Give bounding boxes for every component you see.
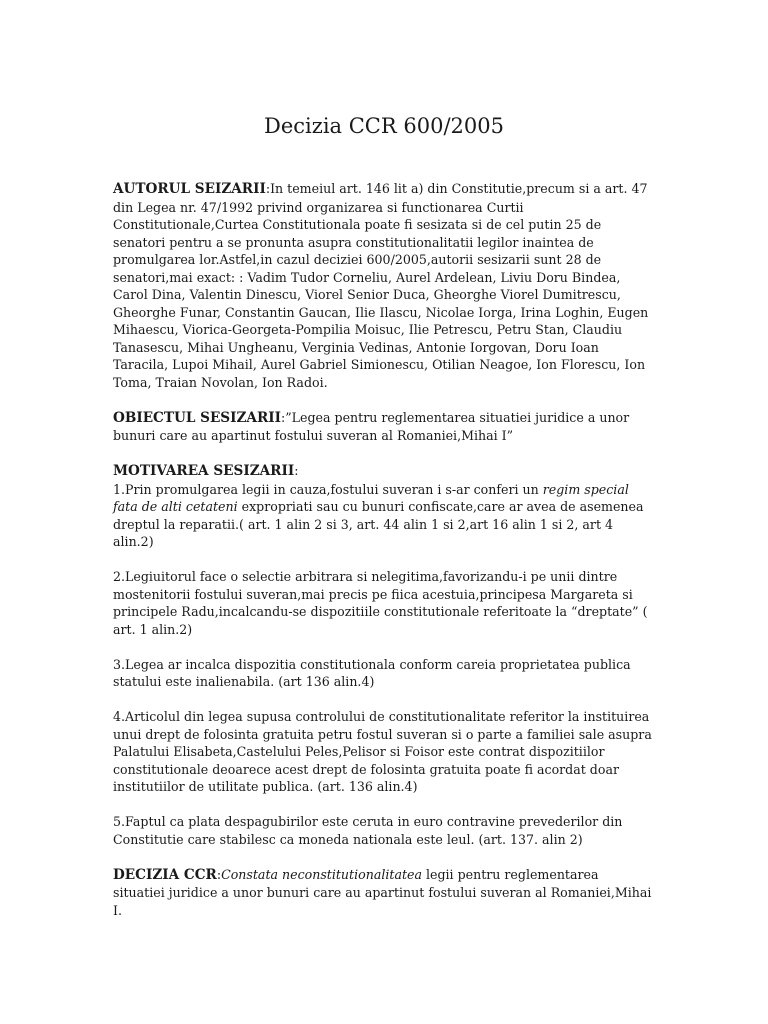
decizia-section [113, 866, 653, 920]
motivarea-item-4: 4.Articolul din legea supusa controlului de constitutionalitate referitor la instituirea unui drept de folosinta gratuita petru fostul suveran si o parte a familiei sale asupra Palatului Elisabeta,Castelului Peles,Pelisor si Foisor este contrat dispozitiilor constitutionale deoarece acest drept de folosinta gratuita poate fi acordat doar institutiilor de utilitate publica. (art. 136 alin.4) [113, 709, 652, 794]
autorul-section [113, 180, 653, 391]
obiectul-text: ”Legea pentru reglementarea situatiei juridice a unor bunuri care au apartinut fostului suveran al Romaniei,Mihai I” [113, 409, 630, 443]
motivarea-item-3: 3.Legea ar incalca dispozitia constitutionala conform careia proprietatea publica statului este inalienabila. (art 136 alin.4) [113, 656, 631, 689]
motivarea-heading [113, 462, 653, 481]
decizia-colon: : [216, 866, 222, 882]
motivarea-colon: : [294, 463, 299, 478]
decizia-italic: Constata neconstitutionalitatea [221, 866, 422, 882]
motivarea-item-2: 2.Legiuitorul face o selectie arbitrara si nelegitima,favorizandu-i pe unii dintre mostenitorii fostului suveran,mai precis pe fiica acestuia,principesa Margareta si principele Radu,incalcandu-se dispozitiile constitutionale referitoate la “dreptate” ( art. 1 alin.2) [113, 569, 648, 637]
motivarea-item-1-after: expropriati sau cu bunuri confiscate,care ar avea de asemenea dreptul la reparatii.( art. 1 alin 2 si 3, art. 44 alin 1 si 2,art 16 alin 1 si 2, art 4 alin.2) [113, 499, 644, 549]
motivarea-item-1-italic: regim special fata de alti cetateni [113, 481, 629, 514]
autorul-label: AUTORUL SEIZARII [113, 181, 266, 197]
motivarea-item-1 [113, 481, 653, 551]
motivarea-item-1-before: 1.Prin promulgarea legii in cauza,fostului suveran i s-ar conferi un [113, 481, 543, 497]
autorul-text: In temeiul art. 146 lit a) din Constitutie,precum si a art. 47 din Legea nr. 47/1992 privind organizarea si functionarea Curtii Constitutionale,Curtea Constitutionala poate fi sesizata si de cel putin 25 de senatori pentru a se pronunta asupra constitutionalitatii legilor inaintea de promulgarea lor.Astfel,in cazul deciziei 600/2005,autorii sesizarii sunt 28 de senatori,mai exact: : Vadim Tudor Corneliu, Aurel Ardelean, Liviu Doru Bindea, Carol Dina, Valentin Dinescu, Viorel Senior Duca, Gheorghe Viorel Dumitrescu, Gheorghe Funar, Constantin Gaucan, Ilie Ilascu, Nicolae Iorga, Irina Loghin, Eugen Mihaescu, Viorica-Georgeta-Pompilia Moisuc, Ilie Petrescu, Petru Stan, Claudiu Tanasescu, Mihai Ungheanu, Verginia Vedinas, Antonie Iorgovan, Doru Ioan Taracila, Lupoi Mihail, Aurel Gabriel Simionescu, Otilian Neagoe, Ion Florescu, Ion Toma, Traian Novolan, Ion Radoi. [113, 181, 649, 390]
motivarea-item-5: 5.Faptul ca plata despagubirilor este ceruta in euro contravine prevederilor din Constitutie care stabilesc ca moneda nationala este leul. (art. 137. alin 2) [113, 814, 623, 847]
document-body [113, 180, 653, 937]
obiectul-label: OBIECTUL SESIZARII [113, 409, 281, 426]
decizia-label: DECIZIA CCR [113, 866, 217, 883]
obiectul-colon: : [280, 409, 286, 425]
decizia-text: legii pentru reglementarea situatiei juridice a unor bunuri care au apartinut fostului suveran al Romaniei,Mihai I. [113, 866, 652, 918]
obiectul-section [113, 409, 653, 445]
document-title: Decizia CCR 600/2005 [264, 114, 504, 138]
autorul-colon: : [265, 181, 271, 196]
motivarea-label: MOTIVAREA SESIZARII [113, 463, 295, 479]
